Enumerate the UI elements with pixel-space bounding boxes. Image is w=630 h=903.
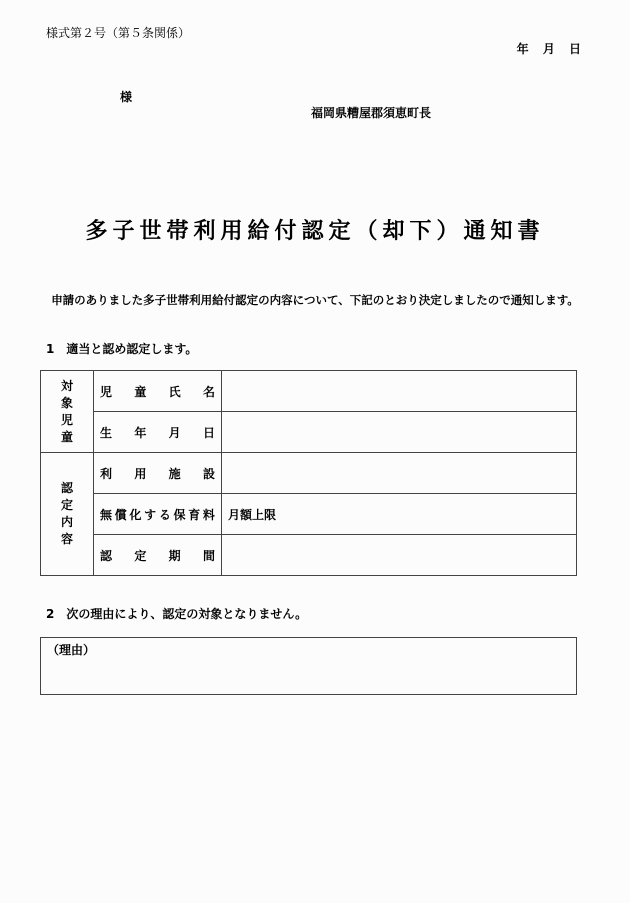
row-label-period xyxy=(94,535,222,576)
document-title: 多子世帯利用給付認定（却下）通知書 xyxy=(85,219,545,244)
label-char: 定 xyxy=(134,548,147,563)
row-value-free-fee: 月額上限 xyxy=(222,494,577,535)
label-char: 設 xyxy=(202,466,215,481)
label-char: す xyxy=(144,507,157,522)
label-char: 施 xyxy=(168,466,181,481)
table-row xyxy=(41,535,577,576)
label-char: 化 xyxy=(129,507,142,522)
row-label-birthdate xyxy=(94,412,222,453)
label-char: 月 xyxy=(168,425,181,440)
row-label-child-name xyxy=(94,371,222,412)
group-label-text: 対象児童 xyxy=(60,378,73,444)
group-label-text: 認定内容 xyxy=(60,481,73,546)
section2-heading: 2 次の理由により、認定の対象となりません。 xyxy=(46,607,308,621)
label-char: 日 xyxy=(202,425,215,440)
reason-label: （理由） xyxy=(47,643,96,657)
label-char: 認 xyxy=(100,548,113,563)
label-char: 氏 xyxy=(168,384,181,399)
label-char: 利 xyxy=(100,466,113,481)
group-label-certification-content xyxy=(41,453,94,576)
reason-box[interactable] xyxy=(40,637,577,695)
label-char: 児 xyxy=(100,384,113,399)
row-value-birthdate xyxy=(222,412,577,453)
label-char: 無 xyxy=(100,507,113,522)
intro-text: 申請のありました多子世帯利用給付認定の内容について、下記のとおり決定しましたので通知します。 xyxy=(51,293,579,307)
section1-heading: 1 適当と認め認定します。 xyxy=(46,342,198,356)
group-label-target-child xyxy=(41,371,94,453)
label-char: 育 xyxy=(188,507,201,522)
row-value-facility xyxy=(222,453,577,494)
addressee: 様 xyxy=(120,90,133,104)
row-value-period xyxy=(222,535,577,576)
row-label-facility xyxy=(94,453,222,494)
label-char: 童 xyxy=(134,384,147,399)
label-char: 生 xyxy=(100,425,113,440)
table-row xyxy=(41,453,577,494)
label-char: 用 xyxy=(134,466,147,481)
form-number: 様式第２号（第５条関係） xyxy=(46,26,191,40)
label-char: 期 xyxy=(168,548,181,563)
certification-table xyxy=(40,370,577,576)
table-row xyxy=(41,371,577,412)
table-row xyxy=(41,412,577,453)
row-label-free-fee xyxy=(94,494,222,535)
label-char: 保 xyxy=(173,507,186,522)
label-char: 間 xyxy=(202,548,215,563)
table-row xyxy=(41,494,577,535)
label-char: 償 xyxy=(114,507,127,522)
issuer: 福岡県糟屋郡須恵町長 xyxy=(311,106,432,120)
date-line: 年 月 日 xyxy=(516,42,581,56)
label-char: 料 xyxy=(202,507,215,522)
label-char: 年 xyxy=(134,425,147,440)
label-char: る xyxy=(158,507,171,522)
row-value-child-name xyxy=(222,371,577,412)
label-char: 名 xyxy=(202,384,215,399)
